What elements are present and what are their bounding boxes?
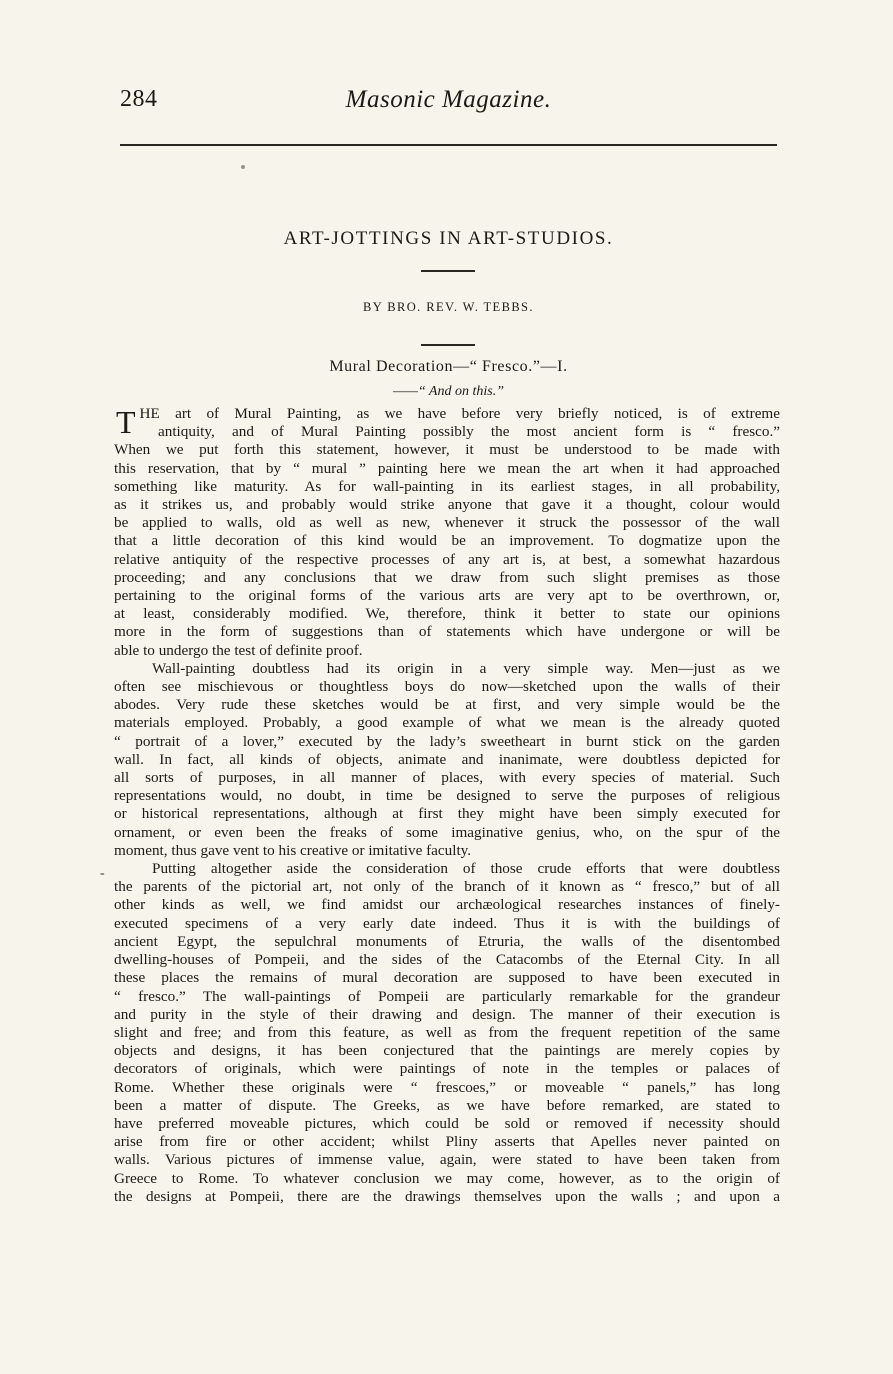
body-line: slight and free; and from this feature, as well as from the frequent repetition of the same bbox=[114, 1023, 780, 1041]
body-line: at least, considerably modified. We, therefore, think it better to state our opinions bbox=[114, 605, 780, 623]
body-line: these places the remains of mural decoration are supposed to have been executed in bbox=[114, 969, 780, 987]
body-line: representations would, no doubt, in time be designed to serve the purposes of religious bbox=[114, 787, 780, 805]
body-line: relative antiquity of the respective processes of any art is, at best, a somewhat hazardous bbox=[114, 550, 780, 568]
body-line: other kinds as well, we find amidst our archæological researches instances of finely- bbox=[114, 896, 780, 914]
page-number: 284 bbox=[120, 86, 158, 112]
body-line: proceeding; and any conclusions that we draw from such slight premises as those bbox=[114, 568, 780, 586]
article-title: ART-JOTTINGS IN ART-STUDIOS. bbox=[283, 228, 614, 249]
title-rule bbox=[421, 270, 475, 272]
body-line: that a little decoration of this kind would be an improvement. To dogmatize upon the bbox=[114, 532, 780, 550]
body-line: Greece to Rome. To whatever conclusion we may come, however, as to the origin of bbox=[114, 1169, 780, 1187]
paragraph-end-line: able to undergo the test of definite proof. bbox=[114, 641, 363, 659]
body-line: ancient Egypt, the sepulchral monuments of Etruria, the walls of the disentombed bbox=[114, 932, 780, 950]
margin-mark: - bbox=[100, 866, 105, 881]
body-line: HE art of Mural Painting, as we have before very briefly noticed, is of extreme bbox=[139, 405, 780, 422]
body-line: the parents of the pictorial art, not only of the branch of it known as “ fresco,” but of all bbox=[114, 878, 780, 896]
body-line: ornament, or even been the freaks of some imaginative genius, who, on the spur of the bbox=[114, 823, 780, 841]
body-line: arise from fire or other accident; whilst Pliny asserts that Apelles never painted on bbox=[114, 1133, 780, 1151]
body-line: something like maturity. As for wall-painting in its earliest stages, in all probability, bbox=[114, 477, 780, 495]
body-line: all sorts of purposes, in all manner of places, with every species of material. Such bbox=[114, 769, 780, 787]
body-line: Rome. Whether these originals were “ frescoes,” or moveable “ panels,” has long bbox=[114, 1078, 780, 1096]
body-line: this reservation, that by “ mural ” painting here we mean the art when it had approached bbox=[114, 459, 780, 477]
body-line: decorators of originals, which were paintings of note in the temples or palaces of bbox=[114, 1060, 780, 1078]
body-line: the designs at Pompeii, there are the drawings themselves upon the walls ; and upon a bbox=[114, 1187, 780, 1205]
body-line: When we put forth this statement, however, it must be understood to be made with bbox=[114, 441, 780, 459]
body-line: antiquity, and of Mural Painting possibly the most ancient form is “ fresco.” bbox=[158, 423, 780, 441]
body-line: walls. Various pictures of immense value, again, were stated to have been taken from bbox=[114, 1151, 780, 1169]
header-rule bbox=[120, 144, 777, 146]
body-line: have preferred moveable pictures, which could be sold or removed if necessity should bbox=[114, 1114, 780, 1132]
paragraph-start-line: Wall-painting doubtless had its origin in a very simple way. Men—just as we bbox=[152, 659, 780, 677]
body-line: abodes. Very rude these sketches would be at first, and very simple would be the bbox=[114, 696, 780, 714]
body-line: “ fresco.” The wall-paintings of Pompeii are particularly remarkable for the grandeur bbox=[114, 987, 780, 1005]
page-header bbox=[120, 86, 777, 118]
article-byline: BY BRO. REV. W. TEBBS. bbox=[363, 300, 534, 314]
body-line: and purity in the style of their drawing and design. The manner of their execution is bbox=[114, 1005, 780, 1023]
body-line: or historical representations, although at first they might have been simply executed for bbox=[114, 805, 780, 823]
paragraph-end-line: moment, thus gave vent to his creative or imitative faculty. bbox=[114, 841, 472, 859]
body-line: be applied to walls, old as well as new, whenever it struck the possessor of the wall bbox=[114, 514, 780, 532]
running-title: Masonic Magazine. bbox=[345, 86, 552, 113]
body-line: pertaining to the original forms of the various arts are very apt to be overthrown, or, bbox=[114, 587, 780, 605]
paragraph-start-line: Putting altogether aside the consideration of those crude efforts that were doubtless bbox=[152, 860, 780, 878]
section-heading: Mural Decoration—“ Fresco.”—I. bbox=[329, 358, 568, 375]
body-line: executed specimens of a very early date indeed. Thus it is with the buildings of bbox=[114, 914, 780, 932]
byline-rule bbox=[421, 344, 475, 346]
body-line: often see mischievous or thoughtless boys do now—sketched upon the walls of their bbox=[114, 678, 780, 696]
article-body bbox=[114, 405, 780, 1206]
body-line: as it strikes us, and probably would strike anyone that gave it a thought, colour would bbox=[114, 496, 780, 514]
body-line: been a matter of dispute. The Greeks, as we have before remarked, are stated to bbox=[114, 1096, 780, 1114]
body-line: objects and designs, it has been conjectured that the paintings are merely copies by bbox=[114, 1042, 780, 1060]
body-line: dwelling-houses of Pompeii, and the sides of the Catacombs of the Eternal City. In all bbox=[114, 951, 780, 969]
body-line: wall. In fact, all kinds of objects, animate and inanimate, were doubtless depicted for bbox=[114, 750, 780, 768]
drop-cap: T bbox=[116, 404, 136, 440]
body-line: more in the form of suggestions than of statements which have undergone or will be bbox=[114, 623, 780, 641]
epigraph: ——“ And on this.” bbox=[393, 384, 504, 399]
print-speck bbox=[241, 165, 245, 169]
body-line: “ portrait of a lover,” executed by the lady’s sweetheart in burnt stick on the garden bbox=[114, 732, 780, 750]
body-line: materials employed. Probably, a good example of what we mean is the already quoted bbox=[114, 714, 780, 732]
